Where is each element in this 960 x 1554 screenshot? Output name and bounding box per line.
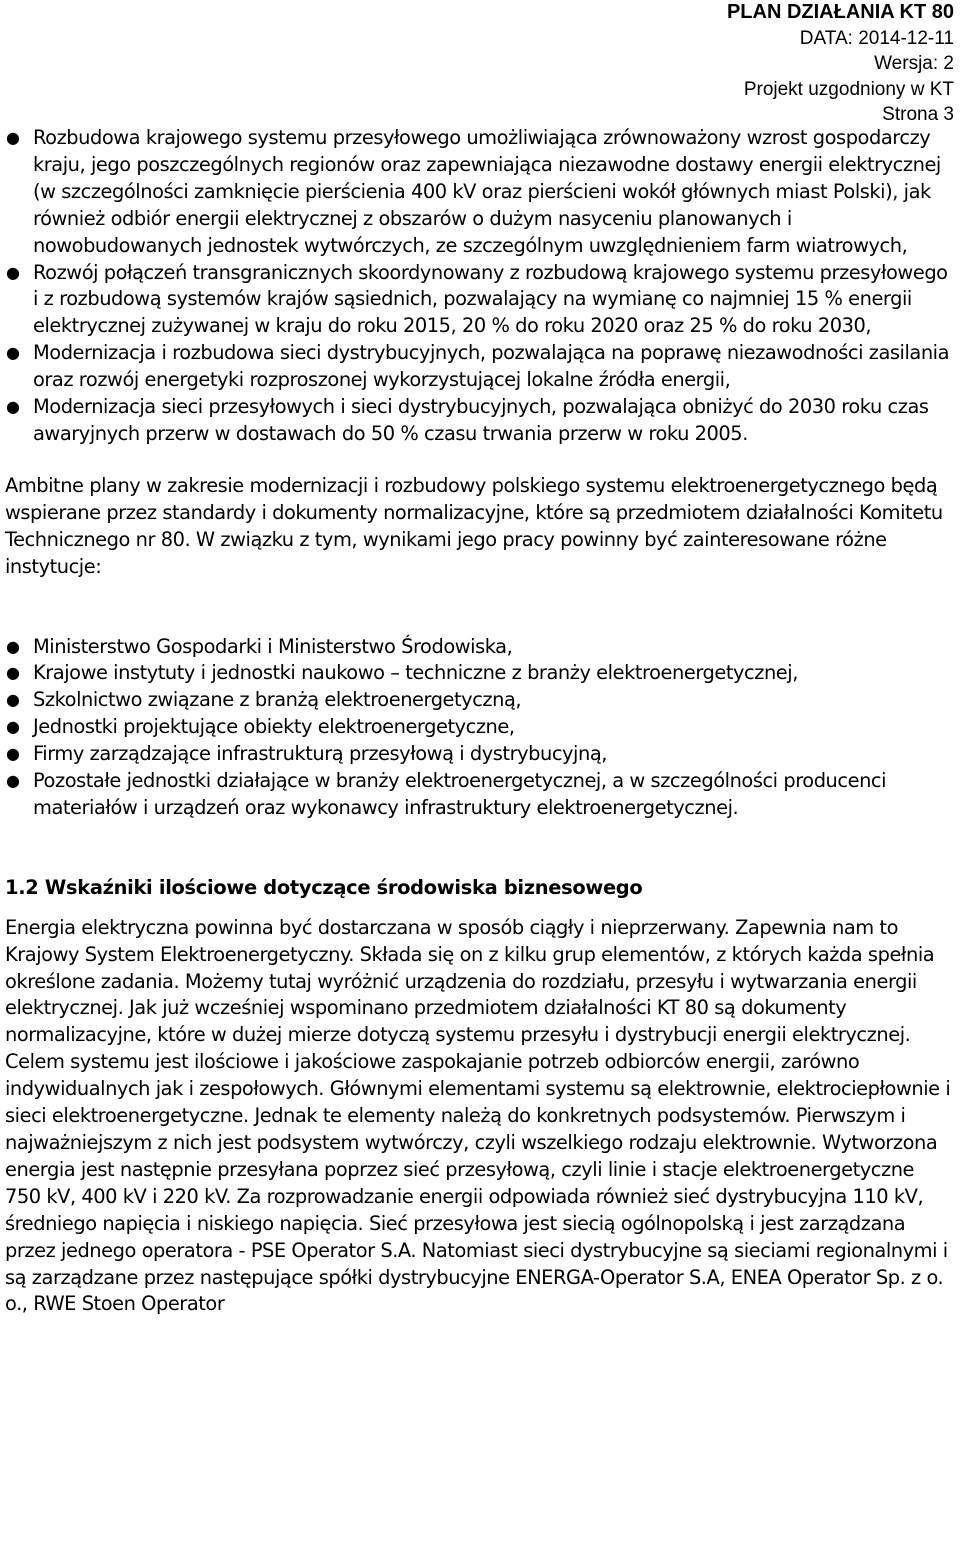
list-item — [5, 660, 955, 687]
list-item — [5, 741, 955, 768]
list-item-text: Modernizacja i rozbudowa sieci dystrybucyjnych, pozwalająca na poprawę niezawodności zasilania oraz rozwój energetyki rozproszonej wykorzystującej lokalne źródła energii, — [33, 341, 950, 392]
page-number: Strona 3 — [882, 104, 954, 125]
list-item — [5, 768, 955, 822]
goals-list — [5, 125, 955, 448]
list-item-text: Rozwój połączeń transgranicznych skoordynowany z rozbudową krajowego systemu przesyłowego i z rozbudową systemów krajów sąsiednich, pozwalający na wymianę co najmniej 15 % energii elektrycznej zużywanej w kraju do roku 2015, 20 % do roku 2020 oraz 25 % do roku 2030, — [33, 260, 948, 338]
document-date: DATA: 2014-12-11 — [799, 27, 954, 49]
document-body — [5, 125, 955, 1318]
plan-title: PLAN DZIAŁANIA KT 80 — [726, 1, 954, 23]
section-number: 1.2 — [5, 875, 39, 899]
section-title: Wskaźniki ilościowe dotyczące środowiska biznesowego — [44, 875, 643, 899]
list-item — [5, 394, 955, 448]
list-item — [5, 340, 955, 394]
list-item — [5, 634, 955, 661]
list-item — [5, 714, 955, 741]
bullet-icon: ● — [6, 397, 20, 417]
bullet-icon: ● — [6, 128, 20, 147]
list-item-text: Szkolnictwo związane z branżą elektroenergetyczną, — [33, 688, 522, 712]
list-item — [5, 260, 955, 341]
body-paragraph: Energia elektryczna powinna być dostarczana w sposób ciągły i nieprzerwany. Zapewnia nam to Krajowy System Elektroenergetyczny. Składa się on z kilku grup elementów, z których każda spełnia określone zadania. Możemy tutaj wyróżnić urządzenia do rozdziału, przesyłu i wytwarzania energii elektrycznej. Jak już wcześniej wspominano przedmiotem działalności KT 80 są dokumenty normalizacyjne, które w dużej mierze dotyczą systemu przesyłu i dystrybucji energii elektrycznej. Celem systemu jest ilościowe i jakościowe zaspokajanie potrzeb odbiorców energii, zarówno indywidualnych jak i zespołowych. Głównymi elementami systemu są elektrownie, elektrociepłownie i sieci elektroenergetyczne. Jednak te elementy należą do konkretnych podsystemów. Pierwszym i najważniejszym z nich jest podsystem wytwórczy, czyli wszelkiego rodzaju elektrownie. Wytworzona energia jest następnie przesyłana poprzez sieć przesyłową, czyli linie i stacje elektroenergetyczne 750 kV, 400 kV i 220 kV. Za rozprowadzanie energii odpowiada również sieć dystrybucyjna 110 kV, średniego napięcia i niskiego napięcia. Sieć przesyłowa jest siecią ogólnopolską i jest zarządzana przez jednego operatora - PSE Operator S.A. Natomiast sieci dystrybucyjne są sieciami regionalnymi i są zarządzane przez następujące spółki dystrybucyjne ENERGA-Operator S.A, ENEA Operator Sp. z o. o., RWE Stoen Operator — [5, 915, 951, 1316]
list-item-text: Ministerstwo Gospodarki i Ministerstwo Środowiska, — [33, 634, 513, 658]
list-item-text: Rozbudowa krajowego systemu przesyłowego umożliwiająca zrównoważony wzrost gospodarczy kraju, jego poszczególnych regionów oraz zapewniająca niezawodne dostawy energii elektrycznej (w szczególności zamknięcie pierścienia 400 kV oraz pierścieni wokół głównych miast Polski), jak również odbiór energii elektrycznej z obszarów o dużym nasyceniu planowanych i nowobudowanych jednostek wytwórczych, ze szczególnym uwzględnieniem farm wiatrowych, — [33, 126, 941, 257]
bullet-icon: ● — [6, 636, 20, 656]
bullet-icon: ● — [6, 262, 20, 282]
institutions-list — [5, 634, 955, 822]
list-item-text: Jednostki projektujące obiekty elektroenergetyczne, — [33, 715, 515, 739]
bullet-icon: ● — [6, 663, 20, 683]
bullet-icon: ● — [6, 744, 20, 764]
bullet-icon: ● — [6, 343, 20, 363]
section-heading — [5, 875, 955, 902]
list-item-text: Firmy zarządzające infrastrukturą przesyłową i dystrybucyjną, — [33, 742, 607, 766]
list-item — [5, 125, 955, 260]
bullet-icon: ● — [6, 771, 20, 791]
document-version: Wersja: 2 — [874, 53, 954, 74]
bullet-icon: ● — [6, 690, 20, 710]
bullet-icon: ● — [6, 717, 20, 737]
list-item — [5, 687, 955, 714]
intro-paragraph: Ambitne plany w zakresie modernizacji i rozbudowy polskiego systemu elektroenergetycznego będą wspierane przez standardy i dokumenty normalizacyjne, które są przedmiotem działalności Komitetu Technicznego nr 80. W związku z tym, wynikami jego pracy powinny być zainteresowane różne instytucje: — [5, 473, 943, 578]
list-item-text: Pozostałe jednostki działające w branży elektroenergetycznej, a w szczególności producenci materiałów i urządzeń oraz wykonawcy infrastruktury elektroenergetycznej. — [33, 769, 887, 819]
document-status: Projekt uzgodniony w KT — [743, 78, 954, 100]
list-item-text: Krajowe instytuty i jednostki naukowo – techniczne z branży elektroenergetycznej, — [33, 661, 798, 685]
list-item-text: Modernizacja sieci przesyłowych i sieci dystrybucyjnych, pozwalająca obniżyć do 2030 roku czas awaryjnych przerw w dostawach do 50 % czasu trwania przerw w roku 2005. — [33, 395, 929, 445]
document-header — [727, 0, 954, 128]
